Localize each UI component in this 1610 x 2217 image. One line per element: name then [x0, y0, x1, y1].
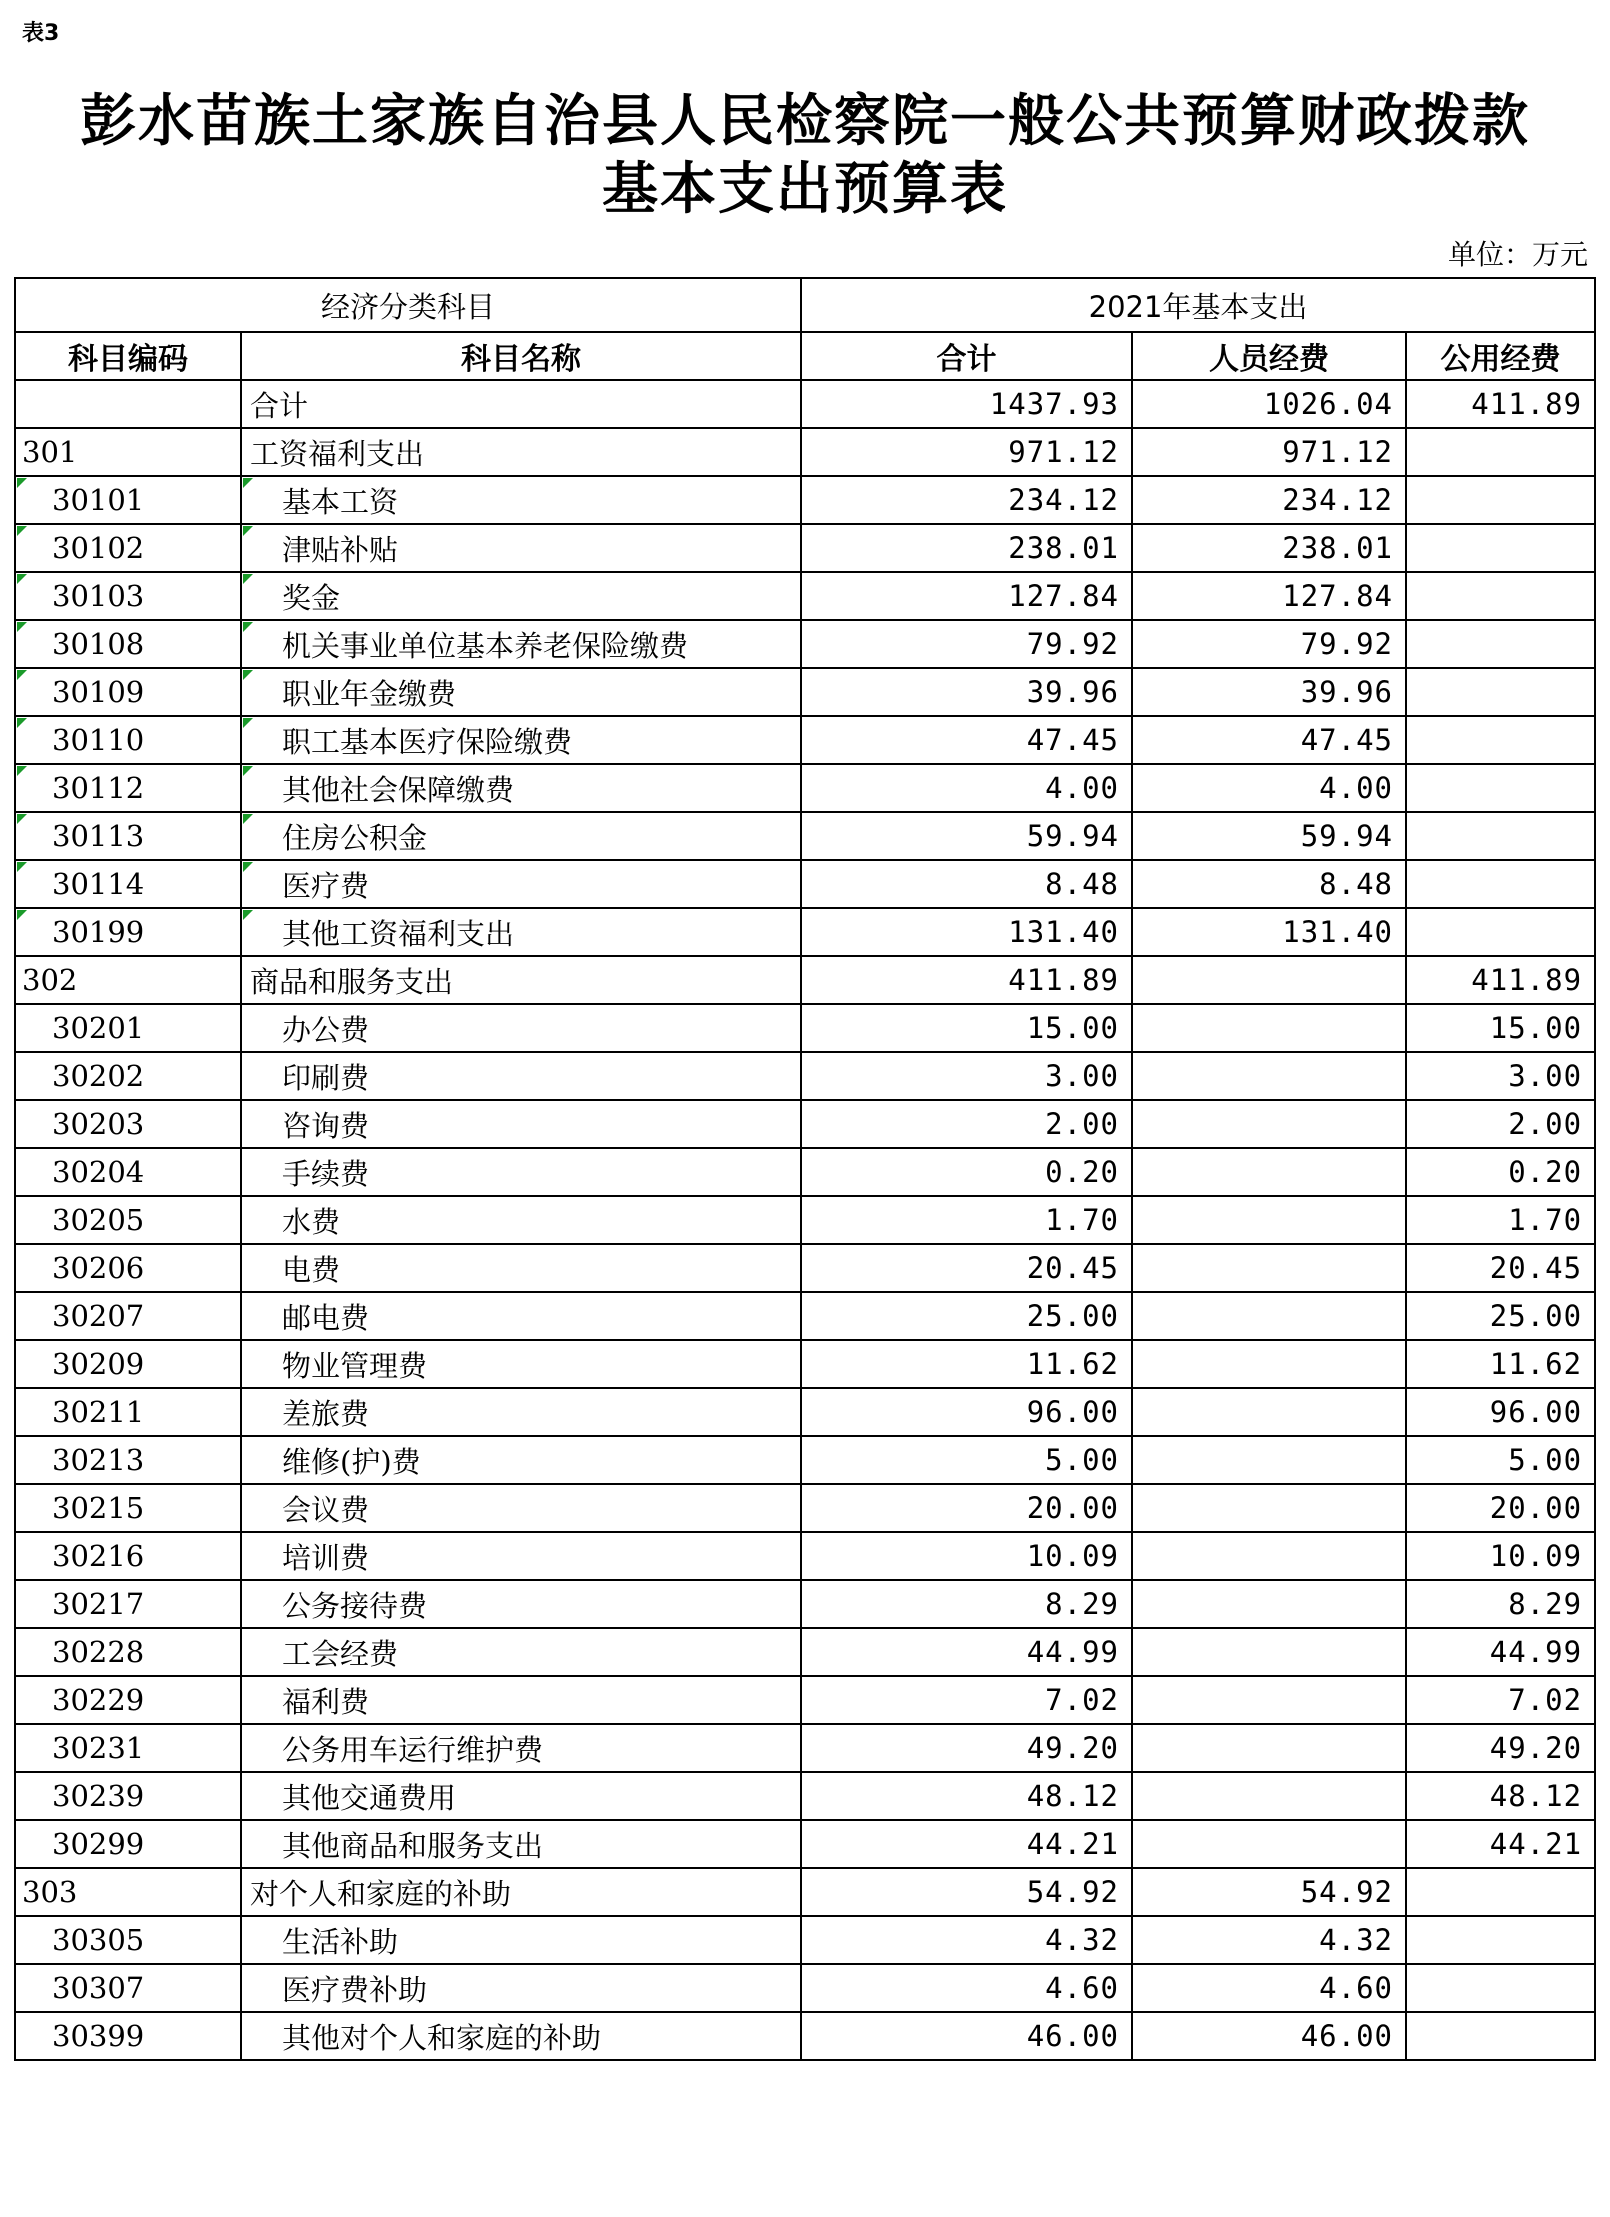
budget-table [14, 277, 1596, 2061]
row-total: 59.94 [801, 812, 1132, 860]
row-personnel: 54.92 [1132, 1868, 1406, 1916]
table-row [15, 1724, 1595, 1772]
row-total: 131.40 [801, 908, 1132, 956]
row-total: 10.09 [801, 1532, 1132, 1580]
row-name: 咨询费 [241, 1100, 801, 1148]
row-total: 3.00 [801, 1052, 1132, 1100]
row-public [1406, 1916, 1595, 1964]
row-name: 医疗费补助 [241, 1964, 801, 2012]
row-public: 411.89 [1406, 956, 1595, 1004]
row-code: 30215 [15, 1484, 241, 1532]
row-name: 职业年金缴费 [241, 668, 801, 716]
row-total: 5.00 [801, 1436, 1132, 1484]
row-personnel: 8.48 [1132, 860, 1406, 908]
row-total: 411.89 [801, 956, 1132, 1004]
row-personnel: 39.96 [1132, 668, 1406, 716]
row-code: 30229 [15, 1676, 241, 1724]
row-personnel [1132, 1244, 1406, 1292]
row-code: 30211 [15, 1388, 241, 1436]
row-public: 3.00 [1406, 1052, 1595, 1100]
header-column-row [15, 332, 1595, 380]
row-code: 30101 [15, 476, 241, 524]
row-public [1406, 908, 1595, 956]
row-personnel [1132, 1676, 1406, 1724]
row-total: 44.99 [801, 1628, 1132, 1676]
page-subtitle: 基本支出预算表 [602, 157, 1008, 222]
row-total: 54.92 [801, 1868, 1132, 1916]
row-total: 127.84 [801, 572, 1132, 620]
row-name: 其他工资福利支出 [241, 908, 801, 956]
header-basic-expenditure-2021: 2021年基本支出 [801, 278, 1595, 332]
row-code: 30102 [15, 524, 241, 572]
row-name: 对个人和家庭的补助 [241, 1868, 801, 1916]
row-name: 津贴补贴 [241, 524, 801, 572]
row-public [1406, 620, 1595, 668]
row-total: 1.70 [801, 1196, 1132, 1244]
row-personnel [1132, 1292, 1406, 1340]
table-row [15, 2012, 1595, 2060]
row-personnel [1132, 1532, 1406, 1580]
row-total: 8.48 [801, 860, 1132, 908]
row-personnel [1132, 1340, 1406, 1388]
row-total: 25.00 [801, 1292, 1132, 1340]
table-row [15, 1580, 1595, 1628]
row-code: 30207 [15, 1292, 241, 1340]
row-public [1406, 572, 1595, 620]
row-personnel [1132, 1100, 1406, 1148]
table-row [15, 1964, 1595, 2012]
category-row [15, 428, 1595, 476]
row-total: 7.02 [801, 1676, 1132, 1724]
row-name: 会议费 [241, 1484, 801, 1532]
row-code: 30206 [15, 1244, 241, 1292]
row-personnel: 234.12 [1132, 476, 1406, 524]
row-total: 15.00 [801, 1004, 1132, 1052]
row-name: 其他社会保障缴费 [241, 764, 801, 812]
table-row [15, 1004, 1595, 1052]
row-personnel [1132, 1052, 1406, 1100]
row-public: 8.29 [1406, 1580, 1595, 1628]
table-row [15, 1772, 1595, 1820]
row-public [1406, 524, 1595, 572]
row-total: 4.00 [801, 764, 1132, 812]
row-personnel: 79.92 [1132, 620, 1406, 668]
row-code: 30202 [15, 1052, 241, 1100]
row-public: 25.00 [1406, 1292, 1595, 1340]
row-code: 30110 [15, 716, 241, 764]
table-label: 表3 [22, 21, 60, 46]
row-total: 4.60 [801, 1964, 1132, 2012]
table-row [15, 668, 1595, 716]
row-personnel [1132, 1004, 1406, 1052]
table-row [15, 620, 1595, 668]
row-public [1406, 428, 1595, 476]
table-row [15, 1820, 1595, 1868]
row-public [1406, 812, 1595, 860]
table-row [15, 764, 1595, 812]
row-code: 30231 [15, 1724, 241, 1772]
row-code: 30299 [15, 1820, 241, 1868]
row-personnel: 1026.04 [1132, 380, 1406, 428]
row-public: 49.20 [1406, 1724, 1595, 1772]
row-name: 其他对个人和家庭的补助 [241, 2012, 801, 2060]
row-code: 303 [15, 1868, 241, 1916]
row-code: 301 [15, 428, 241, 476]
row-personnel: 59.94 [1132, 812, 1406, 860]
header-code: 科目编码 [15, 332, 241, 380]
budget-table-body [15, 380, 1595, 2060]
row-public: 15.00 [1406, 1004, 1595, 1052]
row-code: 30209 [15, 1340, 241, 1388]
table-row [15, 908, 1595, 956]
table-row [15, 524, 1595, 572]
row-code: 30114 [15, 860, 241, 908]
row-public: 48.12 [1406, 1772, 1595, 1820]
row-total: 20.45 [801, 1244, 1132, 1292]
row-public: 5.00 [1406, 1436, 1595, 1484]
row-total: 48.12 [801, 1772, 1132, 1820]
row-code: 30217 [15, 1580, 241, 1628]
row-name: 商品和服务支出 [241, 956, 801, 1004]
row-code: 30216 [15, 1532, 241, 1580]
row-name: 机关事业单位基本养老保险缴费 [241, 620, 801, 668]
row-code: 30205 [15, 1196, 241, 1244]
row-total: 20.00 [801, 1484, 1132, 1532]
row-public: 11.62 [1406, 1340, 1595, 1388]
row-name: 住房公积金 [241, 812, 801, 860]
table-row [15, 716, 1595, 764]
row-public: 411.89 [1406, 380, 1595, 428]
table-row [15, 860, 1595, 908]
row-name: 物业管理费 [241, 1340, 801, 1388]
row-code [15, 380, 241, 428]
row-name: 印刷费 [241, 1052, 801, 1100]
row-public [1406, 1868, 1595, 1916]
row-total: 96.00 [801, 1388, 1132, 1436]
row-code: 30305 [15, 1916, 241, 1964]
row-name: 福利费 [241, 1676, 801, 1724]
row-name: 培训费 [241, 1532, 801, 1580]
table-row [15, 1388, 1595, 1436]
row-total: 39.96 [801, 668, 1132, 716]
row-public: 20.00 [1406, 1484, 1595, 1532]
row-personnel: 131.40 [1132, 908, 1406, 956]
row-public [1406, 716, 1595, 764]
unit-label: 单位：万元 [1447, 238, 1588, 271]
row-name: 医疗费 [241, 860, 801, 908]
row-name: 公务用车运行维护费 [241, 1724, 801, 1772]
row-personnel [1132, 1388, 1406, 1436]
row-code: 30109 [15, 668, 241, 716]
row-public [1406, 2012, 1595, 2060]
header-total: 合计 [801, 332, 1132, 380]
row-personnel [1132, 956, 1406, 1004]
row-total: 971.12 [801, 428, 1132, 476]
row-total: 44.21 [801, 1820, 1132, 1868]
row-name: 合计 [241, 380, 801, 428]
row-personnel [1132, 1484, 1406, 1532]
row-total: 46.00 [801, 2012, 1132, 2060]
table-row [15, 812, 1595, 860]
row-code: 30213 [15, 1436, 241, 1484]
row-total: 79.92 [801, 620, 1132, 668]
row-code: 30204 [15, 1148, 241, 1196]
row-total: 49.20 [801, 1724, 1132, 1772]
row-code: 30203 [15, 1100, 241, 1148]
row-code: 30228 [15, 1628, 241, 1676]
row-public: 2.00 [1406, 1100, 1595, 1148]
row-total: 4.32 [801, 1916, 1132, 1964]
row-public: 7.02 [1406, 1676, 1595, 1724]
row-personnel [1132, 1820, 1406, 1868]
row-code: 30239 [15, 1772, 241, 1820]
row-code: 30201 [15, 1004, 241, 1052]
row-public: 20.45 [1406, 1244, 1595, 1292]
row-code: 30103 [15, 572, 241, 620]
total-row [15, 380, 1595, 428]
table-row [15, 572, 1595, 620]
row-personnel [1132, 1436, 1406, 1484]
row-name: 办公费 [241, 1004, 801, 1052]
row-code: 30112 [15, 764, 241, 812]
row-name: 手续费 [241, 1148, 801, 1196]
table-row [15, 1916, 1595, 1964]
row-code: 30307 [15, 1964, 241, 2012]
row-total: 8.29 [801, 1580, 1132, 1628]
table-row [15, 1148, 1595, 1196]
row-total: 0.20 [801, 1148, 1132, 1196]
header-name: 科目名称 [241, 332, 801, 380]
row-name: 其他商品和服务支出 [241, 1820, 801, 1868]
row-personnel [1132, 1772, 1406, 1820]
table-row [15, 1532, 1595, 1580]
row-personnel [1132, 1724, 1406, 1772]
row-code: 30199 [15, 908, 241, 956]
row-name: 电费 [241, 1244, 801, 1292]
row-code: 302 [15, 956, 241, 1004]
header-personnel: 人员经费 [1132, 332, 1406, 380]
row-name: 维修(护)费 [241, 1436, 801, 1484]
row-code: 30113 [15, 812, 241, 860]
row-name: 职工基本医疗保险缴费 [241, 716, 801, 764]
row-name: 生活补助 [241, 1916, 801, 1964]
row-name: 奖金 [241, 572, 801, 620]
row-personnel: 4.60 [1132, 1964, 1406, 2012]
row-total: 11.62 [801, 1340, 1132, 1388]
row-personnel [1132, 1148, 1406, 1196]
row-public [1406, 668, 1595, 716]
table-row [15, 1244, 1595, 1292]
row-personnel: 4.32 [1132, 1916, 1406, 1964]
row-public: 44.99 [1406, 1628, 1595, 1676]
table-row [15, 1484, 1595, 1532]
page-title: 彭水苗族土家族自治县人民检察院一般公共预算财政拨款 [80, 89, 1530, 154]
row-name: 其他交通费用 [241, 1772, 801, 1820]
category-row [15, 1868, 1595, 1916]
row-public: 10.09 [1406, 1532, 1595, 1580]
row-name: 基本工资 [241, 476, 801, 524]
row-personnel: 127.84 [1132, 572, 1406, 620]
row-public: 96.00 [1406, 1388, 1595, 1436]
row-name: 差旅费 [241, 1388, 801, 1436]
row-name: 邮电费 [241, 1292, 801, 1340]
row-total: 234.12 [801, 476, 1132, 524]
row-total: 1437.93 [801, 380, 1132, 428]
table-row [15, 1436, 1595, 1484]
table-row [15, 1100, 1595, 1148]
row-total: 2.00 [801, 1100, 1132, 1148]
table-row [15, 1340, 1595, 1388]
row-total: 47.45 [801, 716, 1132, 764]
header-public: 公用经费 [1406, 332, 1595, 380]
row-personnel [1132, 1580, 1406, 1628]
row-name: 工会经费 [241, 1628, 801, 1676]
row-public: 0.20 [1406, 1148, 1595, 1196]
row-personnel: 971.12 [1132, 428, 1406, 476]
table-row [15, 1628, 1595, 1676]
row-public: 1.70 [1406, 1196, 1595, 1244]
row-public [1406, 476, 1595, 524]
row-name: 工资福利支出 [241, 428, 801, 476]
table-row [15, 476, 1595, 524]
row-public [1406, 860, 1595, 908]
table-row [15, 1052, 1595, 1100]
row-personnel: 4.00 [1132, 764, 1406, 812]
row-public [1406, 1964, 1595, 2012]
row-public [1406, 764, 1595, 812]
table-row [15, 1292, 1595, 1340]
table-row [15, 1196, 1595, 1244]
row-personnel [1132, 1196, 1406, 1244]
row-code: 30108 [15, 620, 241, 668]
row-personnel: 47.45 [1132, 716, 1406, 764]
row-personnel: 238.01 [1132, 524, 1406, 572]
row-total: 238.01 [801, 524, 1132, 572]
row-personnel [1132, 1628, 1406, 1676]
row-public: 44.21 [1406, 1820, 1595, 1868]
row-code: 30399 [15, 2012, 241, 2060]
row-name: 水费 [241, 1196, 801, 1244]
row-personnel: 46.00 [1132, 2012, 1406, 2060]
category-row [15, 956, 1595, 1004]
header-economic-class: 经济分类科目 [15, 278, 801, 332]
row-name: 公务接待费 [241, 1580, 801, 1628]
table-row [15, 1676, 1595, 1724]
header-group-row [15, 278, 1595, 332]
